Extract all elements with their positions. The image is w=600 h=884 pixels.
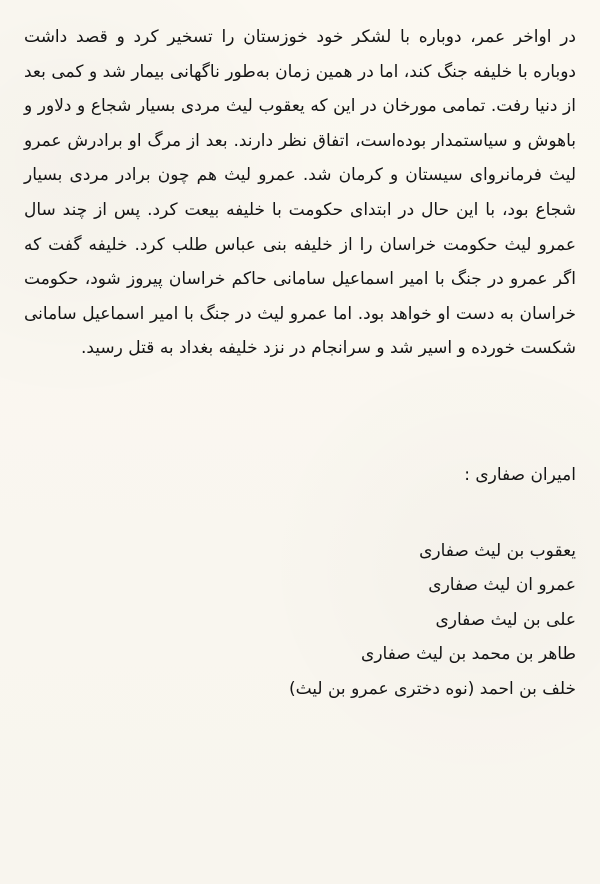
list-item: عمرو ان لیث صفاری <box>428 575 576 596</box>
list-item: علی بن لیث صفاری <box>435 609 576 630</box>
history-paragraph: در اواخر عمر، دوباره با لشکر خود خوزستان را تسخیر کرد و قصد داشت دوباره با خلیفه جنگ کند، اما در همین زمان به‌طور ناگهانی بیمار شد و کمی بعد از دنیا رفت. تمامی مورخان در این که یعقوب لیث مردی بسیار شجاع و دلاور و باهوش و سیاستمدار بوده‌است، اتفاق نظر دارند. بعد از مرگ او برادرش عمرو لیث فرمانروای سیستان و کرمان شد. عمرو لیث هم چون برادر مردی بسیار شجاع بود، با این حال در ابتدای حکومت با خلیفه بیعت کرد. پس از چند سال عمرو لیث حکومت خراسان را از خلیفه بنی عباس طلب کرد. خلیفه گفت که اگر عمرو در جنگ با امیر اسماعیل سامانی حاکم خراسان پیروز شود، حکومت خراسان به دست او خواهد بود. اما عمرو لیث در جنگ با امیر اسماعیل سامانی شکست خورده و اسیر شد و سرانجام در نزد خلیفه بغداد به قتل رسید. <box>24 27 576 359</box>
list-item: یعقوب بن لیث صفاری <box>419 540 576 561</box>
list-item: خلف بن احمد (نوه دختری عمرو بن لیث) <box>288 678 576 699</box>
rulers-list <box>24 534 576 707</box>
list-item: طاهر بن محمد بن لیث صفاری <box>361 644 576 665</box>
section-title: امیران صفاری : <box>464 464 576 485</box>
